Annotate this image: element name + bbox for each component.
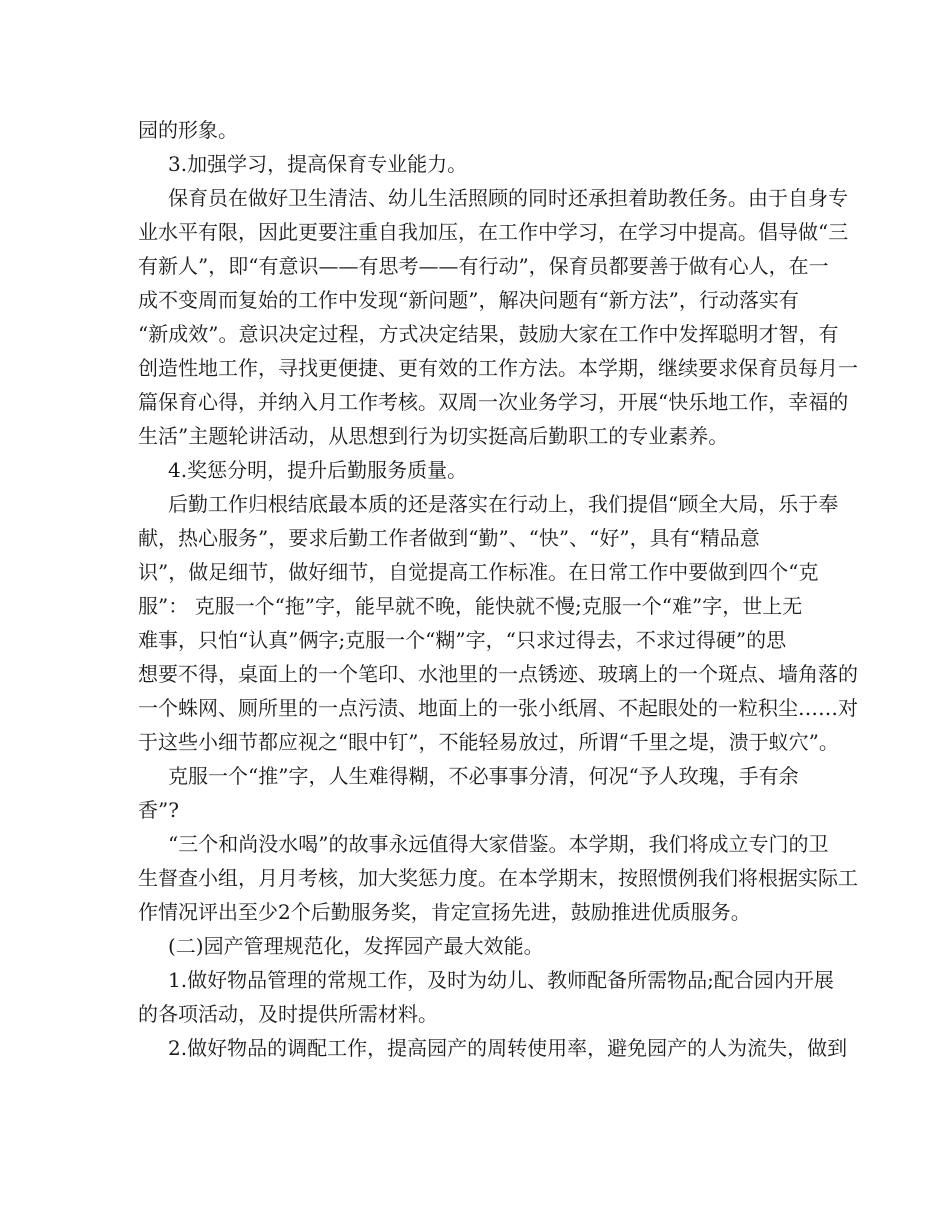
text-line: 2.做好物品的调配工作，提高园产的周转使用率，避免园产的人为流失，做到 (168, 1036, 848, 1060)
text-line: 园的形象。 (138, 118, 238, 142)
section-heading: 3.加强学习，提高保育专业能力。 (168, 152, 468, 176)
document-body (138, 113, 858, 1065)
text-line: 难事，只怕“认真”俩字;克服一个“糊”字，“只求过得去，不求过得硬”的思 (138, 628, 787, 652)
text-line: 后勤工作归根结底最本质的还是落实在行动上，我们提倡“顾全大局，乐于奉 (168, 492, 839, 516)
text-line: 保育员在做好卫生清洁、幼儿生活照顾的同时还承担着助教任务。由于自身专 (168, 186, 848, 210)
text-line: 生督查小组，月月考核，加大奖惩力度。在本学期末，按照惯例我们将根据实际工 (138, 866, 858, 890)
text-line: 一个蛛网、厕所里的一点污渍、地面上的一张小纸屑、不起眼处的一粒积尘……对 (138, 696, 858, 720)
text-line: “三个和尚没水喝”的故事永远值得大家借鉴。本学期，我们将成立专门的卫 (168, 832, 829, 856)
text-line: 篇保育心得，并纳入月工作考核。双周一次业务学习，开展“快乐地工作，幸福的 (138, 390, 849, 414)
text-line: 生活”主题轮讲活动，从思想到行为切实挺高后勤职工的专业素养。 (138, 424, 729, 448)
text-line: “新成效”。意识决定过程，方式决定结果，鼓励大家在工作中发挥聪明才智，有 (138, 322, 839, 346)
text-line: 成不变周而复始的工作中发现“新问题”，解决问题有“新方法”，行动落实有 (138, 288, 799, 312)
text-line: 于这些小细节都应视之“眼中钉”，不能轻易放过，所谓“千里之堤，溃于蚁穴”。 (138, 730, 839, 754)
text-line: 业水平有限，因此更要注重自我加压，在工作中学习，在学习中提高。倡导做“三 (138, 220, 849, 244)
text-line: 服”： 克服一个“拖”字，能早就不晚，能快就不慢;克服一个“难”字，世上无 (138, 594, 803, 618)
text-line: 识”，做足细节，做好细节，自觉提高工作标准。在日常工作中要做到四个“克 (138, 560, 819, 584)
text-line: 有新人”，即“有意识——有思考——有行动”，保育员都要善于做有心人，在一 (138, 254, 829, 278)
text-line: 克服一个“推”字，人生难得糊，不必事事分清，何况“予人玫瑰，手有余 (168, 764, 799, 788)
text-line: 创造性地工作，寻找更便捷、更有效的工作方法。本学期，继续要求保育员每月一 (138, 356, 858, 380)
text-line: 的各项活动，及时提供所需材料。 (138, 1002, 438, 1026)
text-line: 作情况评出至少2个后勤服务奖，肯定宣扬先进，鼓励推进优质服务。 (138, 900, 751, 924)
text-line: 1.做好物品管理的常规工作，及时为幼儿、教师配备所需物品;配合园内开展 (168, 968, 834, 992)
text-line: 香”? (138, 798, 179, 822)
section-heading: (二)园产管理规范化，发挥园产最大效能。 (168, 934, 544, 958)
section-heading: 4.奖惩分明，提升后勤服务质量。 (168, 458, 468, 482)
text-line: 献，热心服务”，要求后勤工作者做到“勤”、“快”、“好”，具有“精品意 (138, 526, 760, 550)
text-line: 想要不得，桌面上的一个笔印、水池里的一点锈迹、玻璃上的一个斑点、墙角落的 (138, 662, 858, 686)
